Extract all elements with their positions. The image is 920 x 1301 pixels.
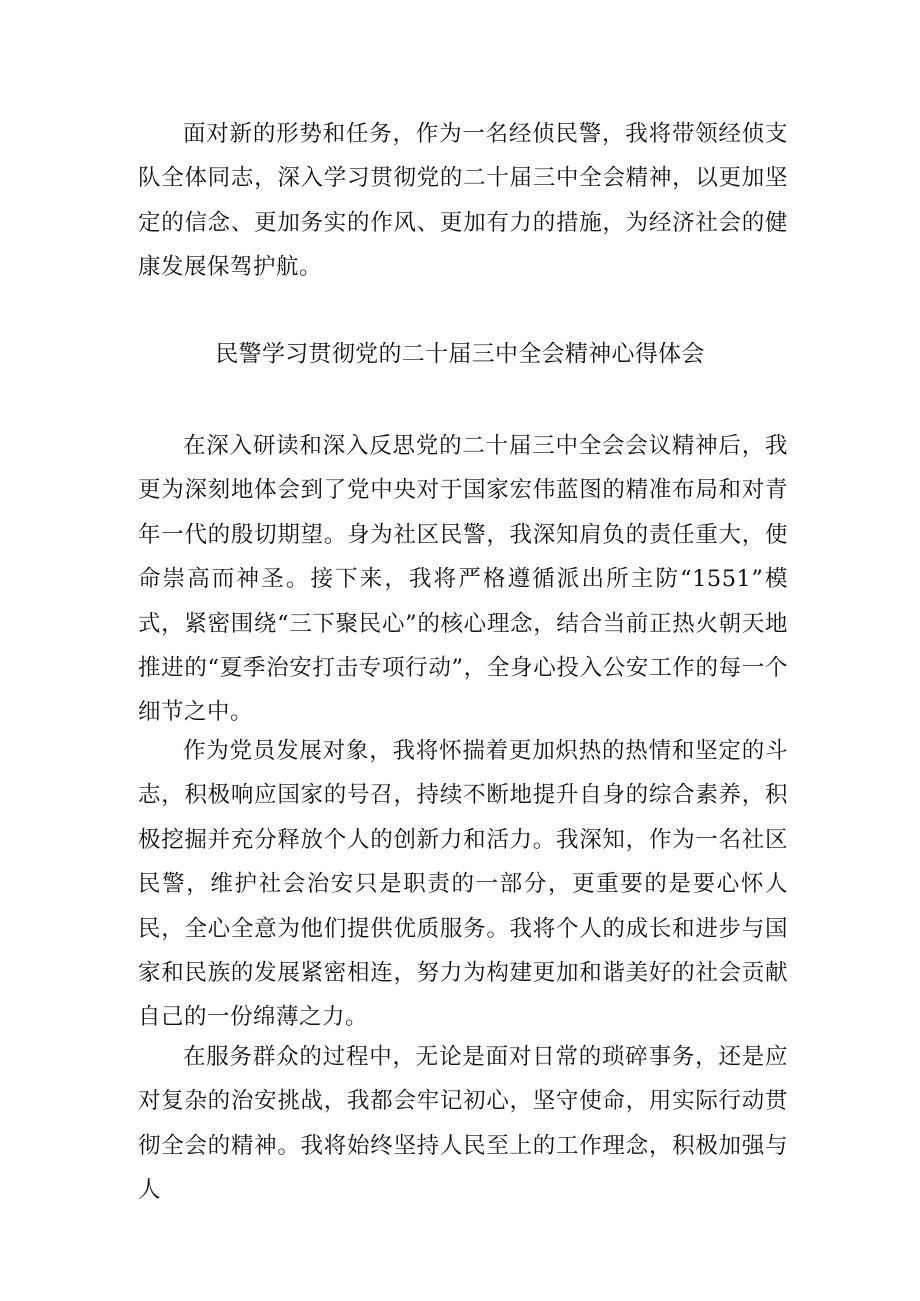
article-title: 民警学习贯彻党的二十届三中全会精神心得体会 [215,341,705,367]
intro-paragraph: 面对新的形势和任务，作为一名经侦民警，我将带领经侦支队全体同志，深入学习贯彻党的二十届三中全会精神，以更加坚定的信念、更加务实的作风、更加有力的措施，为经济社会的健康发展保驾护航。 [138,121,788,281]
body-paragraph-1: 在深入研读和深入反思党的二十届三中全会会议精神后，我更为深刻地体会到了党中央对于国家宏伟蓝图的精准布局和对青年一代的殷切期望。身为社区民警，我深知肩负的责任重大，使命崇高而神圣。接下来，我将严格遵循派出所主防“1551”模式，紧密围绕“三下聚民心”的核心理念，结合当前正热火朝天地推进的“夏季治安打击专项行动”，全身心投入公安工作的每一个细节之中。 [138,433,788,726]
body-paragraph-3: 在服务群众的过程中，无论是面对日常的琐碎事务，还是应对复杂的治安挑战，我都会牢记初心，坚守使命，用实际行动贯彻全会的精神。我将始终坚持人民至上的工作理念，积极加强与人 [138,1044,788,1204]
body-paragraph-2: 作为党员发展对象，我将怀揣着更加炽热的热情和坚定的斗志，积极响应国家的号召，持续不断地提升自身的综合素养，积极挖掘并充分释放个人的创新力和活力。我深知，作为一名社区民警，维护社会治安只是职责的一部分，更重要的是要心怀人民，全心全意为他们提供优质服务。我将个人的成长和进步与国家和民族的发展紧密相连，努力为构建更加和谐美好的社会贡献自己的一份绵薄之力。 [138,738,788,1031]
